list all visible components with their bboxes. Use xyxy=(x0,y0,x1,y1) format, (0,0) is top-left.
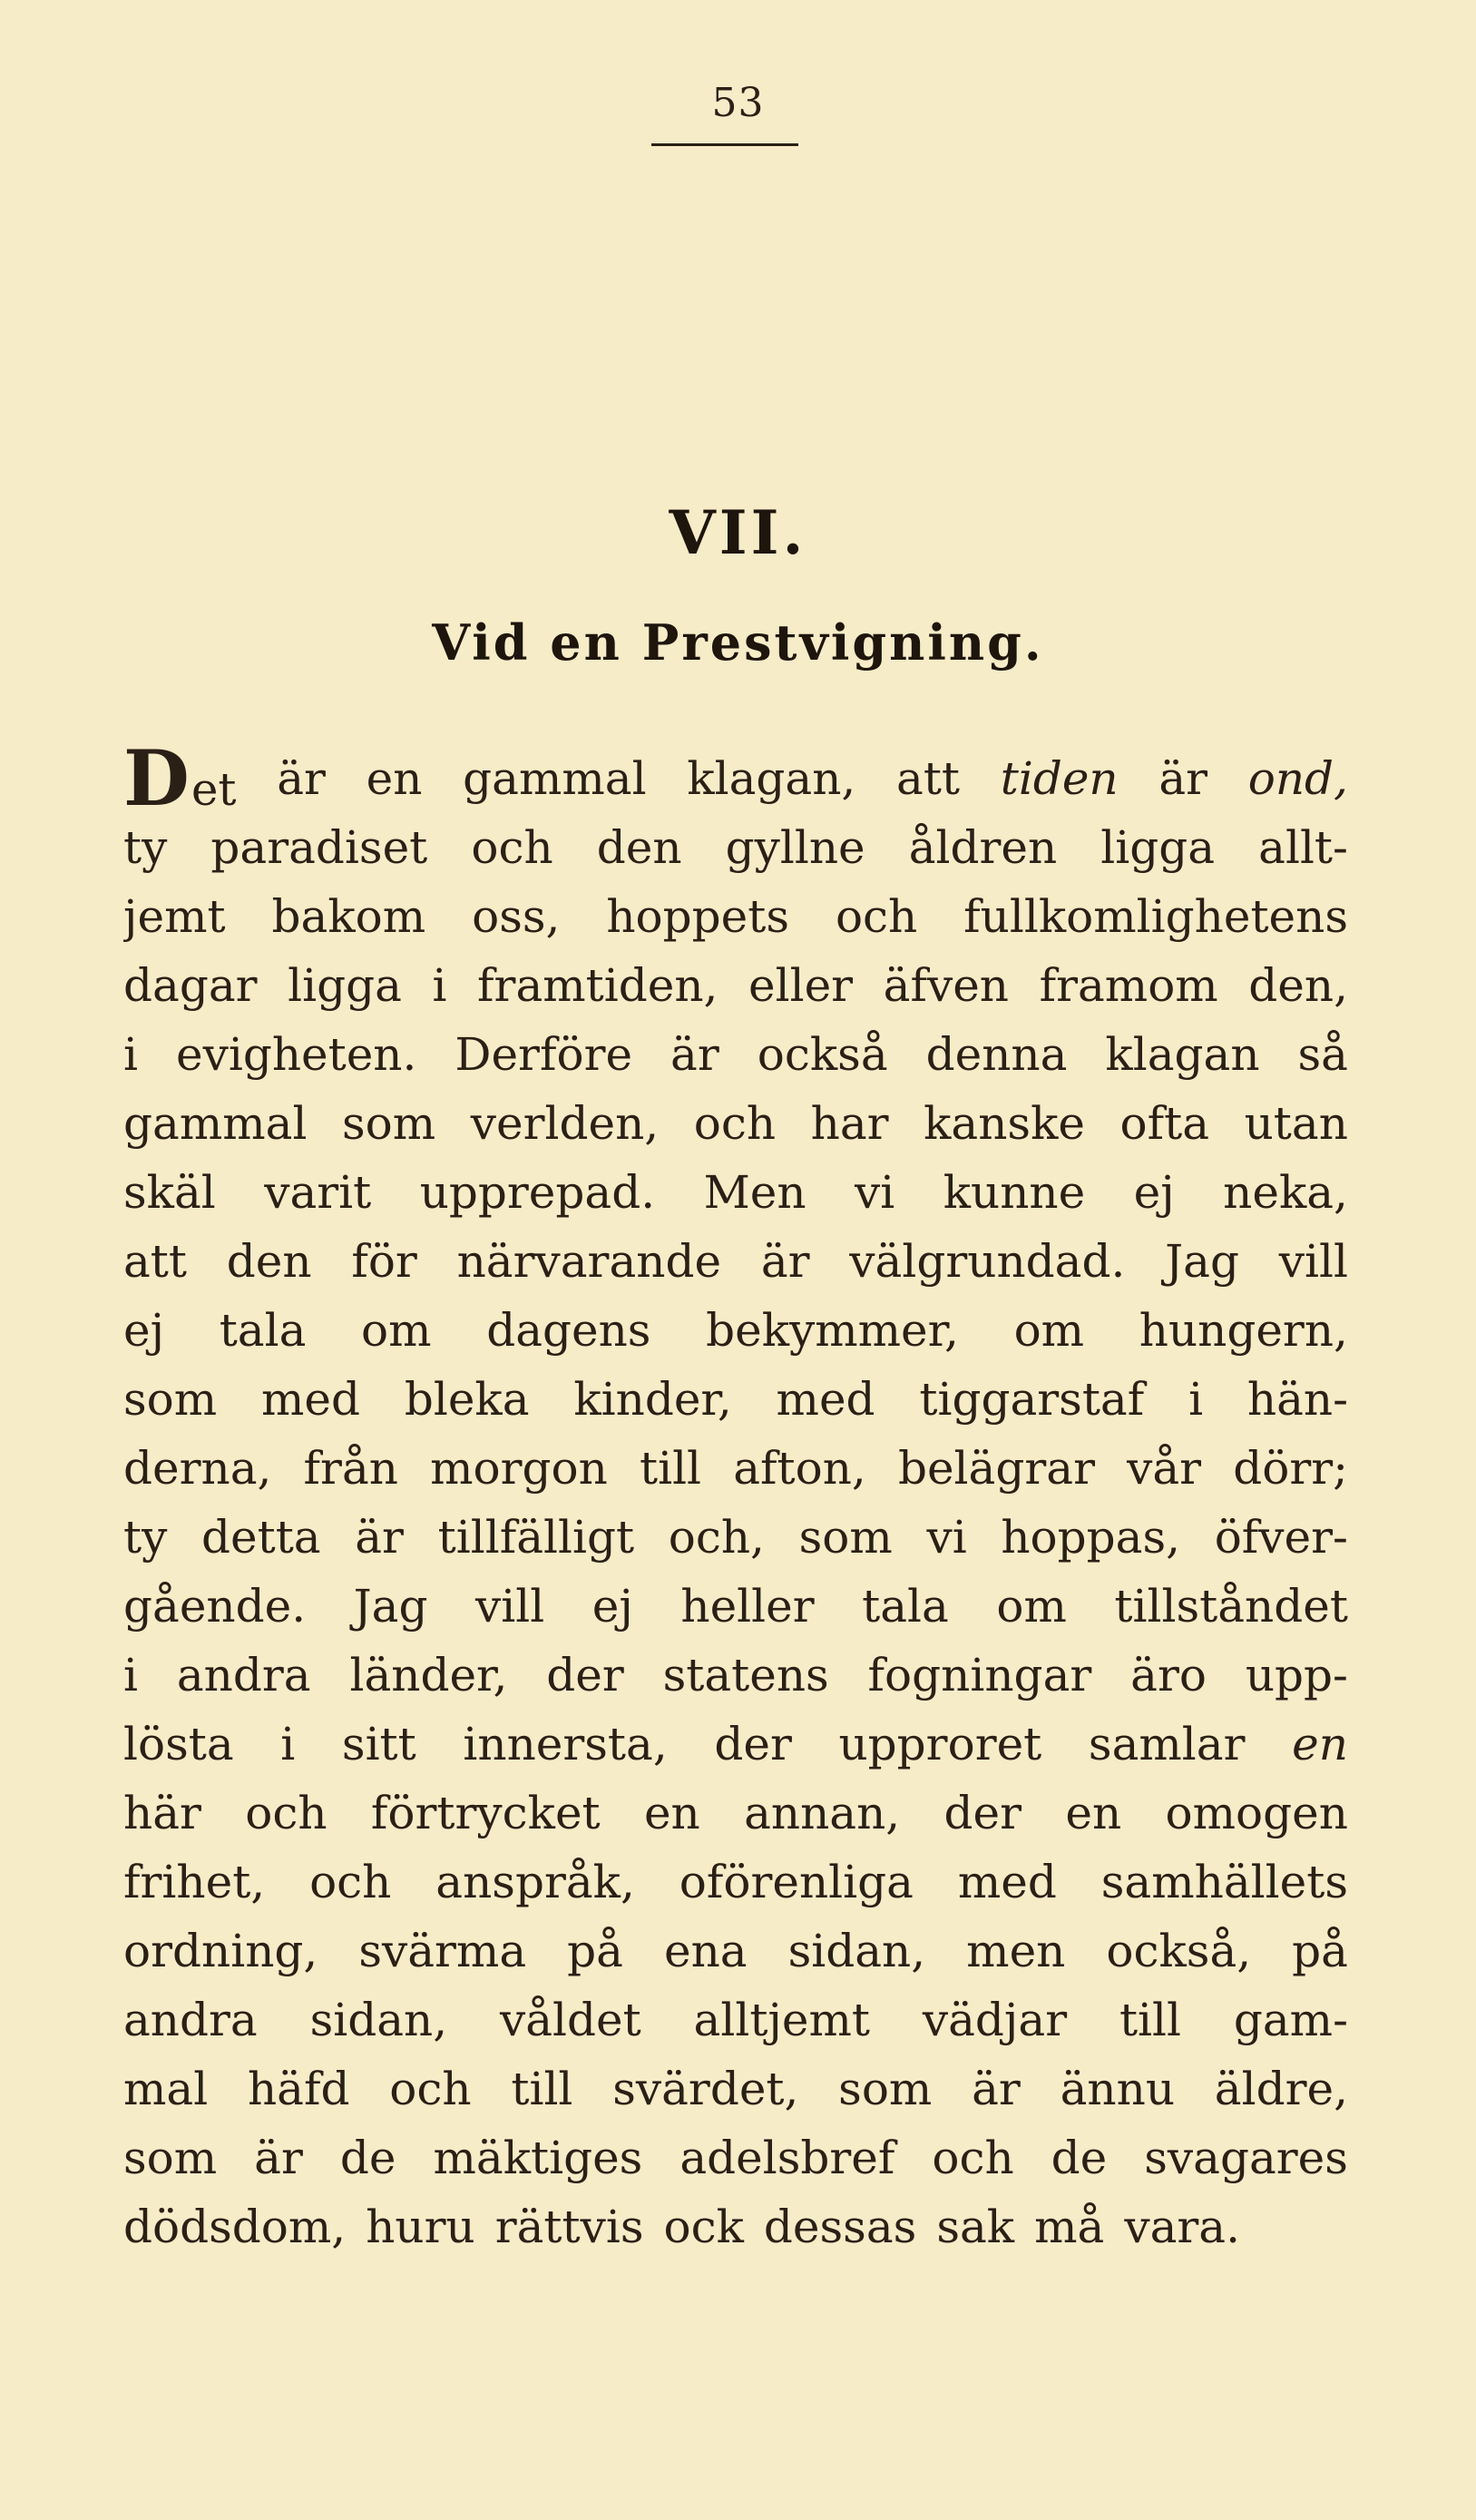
text-line: ty paradiset och den gyllne åldren ligga allt- xyxy=(123,821,1348,874)
text-line: dagar ligga i framtiden, eller äfven framom den, xyxy=(123,959,1348,1012)
text-line: dödsdom, huru rättvis ock dessas sak må vara. xyxy=(123,2201,1240,2253)
text-line: ty detta är tillfälligt och, som vi hoppas, öfver- xyxy=(123,1511,1348,1564)
text-line: i evigheten. Derföre är också denna klagan så xyxy=(123,1028,1348,1081)
chapter-number: VII. xyxy=(669,497,807,568)
text-line: frihet, och anspråk, oförenliga med samhällets xyxy=(123,1856,1348,1908)
page-number-rule xyxy=(651,143,798,146)
text-line: mal häfd och till svärdet, som är ännu äldre, xyxy=(123,2063,1348,2115)
text-line: som med bleka kinder, med tiggarstaf i hän- xyxy=(123,1373,1348,1426)
text-line: lösta i sitt innersta, der upproret samlar en xyxy=(123,1718,1348,1770)
text-line: i andra länder, der statens fogningar äro upp- xyxy=(123,1649,1348,1701)
text-line: ej tala om dagens bekymmer, om hungern, xyxy=(123,1304,1348,1357)
text-line: andra sidan, våldet alltjemt vädjar till gam- xyxy=(123,1994,1348,2046)
text-line: som är de mäktiges adelsbref och de svagares xyxy=(123,2132,1348,2184)
text-line: Det är en gammal klagan, att tiden är ond, xyxy=(123,744,1348,813)
drop-cap: D xyxy=(123,744,190,813)
page-number: 53 xyxy=(711,80,765,126)
text-line: ordning, svärma på ena sidan, men också, på xyxy=(123,1925,1348,1977)
text-line: gående. Jag vill ej heller tala om tillståndet xyxy=(123,1580,1348,1633)
text-line: jemt bakom oss, hoppets och fullkomlighetens xyxy=(123,890,1348,943)
chapter-title: Vid en Prestvigning. xyxy=(432,613,1044,672)
text-line: här och förtrycket en annan, der en omogen xyxy=(123,1787,1348,1839)
text-line: gammal som verlden, och har kanske ofta utan xyxy=(123,1097,1348,1150)
text-line: derna, från morgon till afton, belägrar vår dörr; xyxy=(123,1442,1348,1495)
text-line: skäl varit upprepad. Men vi kunne ej neka, xyxy=(123,1166,1348,1219)
body-text xyxy=(123,744,1348,2261)
text-line: att den för närvarande är välgrundad. Jag vill xyxy=(123,1235,1348,1288)
